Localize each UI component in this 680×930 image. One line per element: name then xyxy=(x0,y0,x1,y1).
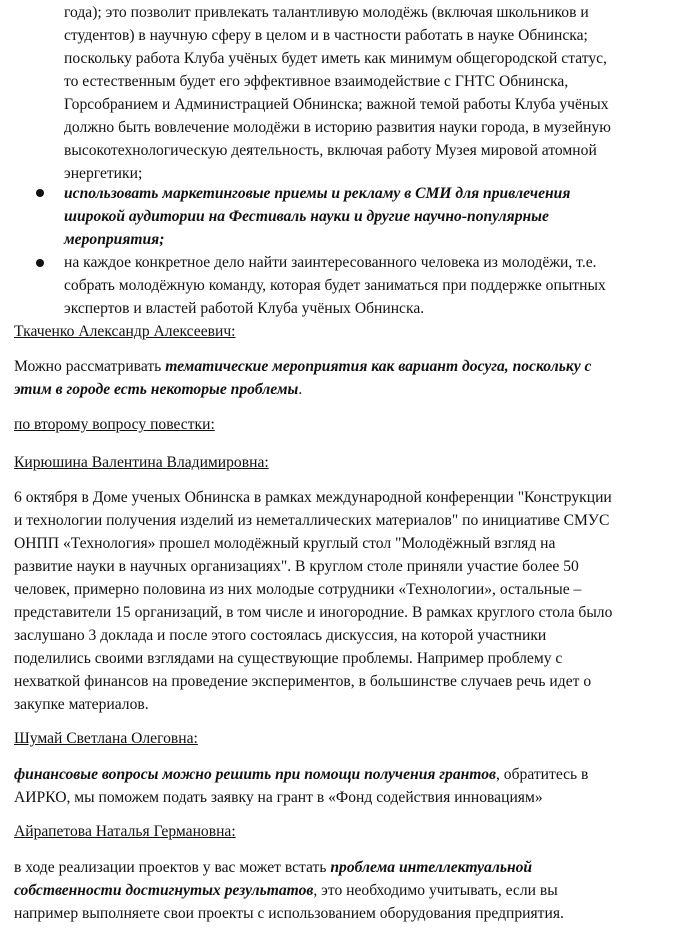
speech-line: АИРКО, мы поможем подать заявку на грант в «Фонд содействия инновациям» xyxy=(14,789,543,806)
intro-line: высокотехнологическую деятельность, включая работу Музея мировой атомной xyxy=(64,142,597,159)
speaker-name: Айрапетова Наталья Германовна: xyxy=(14,823,236,840)
intro-line: года); это позволит привлекать талантливую молодёжь (включая школьников и xyxy=(64,4,589,21)
speaker-name: Кирюшина Валентина Владимировна: xyxy=(14,454,269,471)
speaker-name: Шумай Светлана Олеговна: xyxy=(14,730,198,747)
speaker-name: Ткаченко Александр Алексеевич: xyxy=(14,323,236,340)
speech-line: ОНПП «Технология» прошел молодёжный круглый стол "Молодёжный взгляд на xyxy=(14,535,556,552)
intro-line: энергетики; xyxy=(64,165,143,182)
speech-line: представители 15 организаций, в том числе и иногородние. В рамках круглого стола было xyxy=(14,604,613,621)
intro-line: Горсобранием и Администрацией Обнинска; важной темой работы Клуба учёных xyxy=(64,96,609,113)
bullet-line: широкой аудитории на Фестиваль науки и другие научно-популярные xyxy=(64,208,549,225)
bullet-line: собрать молодёжную команду, которая будет заниматься при поддержке опытных xyxy=(64,277,606,294)
bullet-marker xyxy=(36,189,44,197)
bullet-line: экспертов и властей работой Клуба учёных Обнинска. xyxy=(64,300,425,317)
bullet-line: мероприятия; xyxy=(64,231,165,248)
speech-line: собственности достигнутых результатов, это необходимо учитывать, если вы xyxy=(14,882,558,899)
agenda-heading: по второму вопросу повестки: xyxy=(14,416,215,433)
intro-line: поскольку работа Клуба учёных будет иметь как минимум общегородской статус, xyxy=(64,50,607,67)
bullet-line: на каждое конкретное дело найти заинтересованного человека из молодёжи, т.е. xyxy=(64,254,597,271)
speech-line: Можно рассматривать тематические мероприятия как вариант досуга, поскольку с xyxy=(14,358,592,375)
speech-line: поделились своими взглядами на существующие проблемы. Например проблему с xyxy=(14,650,563,667)
speech-line: человек, примерно половина из них молодые сотрудники «Технологии», остальные – xyxy=(14,581,582,598)
bullet-line: использовать маркетинговые приемы и рекламу в СМИ для привлечения xyxy=(64,185,571,202)
speech-line: финансовые вопросы можно решить при помощи получения грантов, обратитесь в xyxy=(14,766,589,783)
speech-line: например выполняете свои проекты с использованием оборудования предприятия. xyxy=(14,905,564,922)
intro-line: то естественным будет его эффективное взаимодействие с ГНТС Обнинска, xyxy=(64,73,569,90)
bullet-marker xyxy=(36,259,44,267)
speech-line: нехваткой финансов на проведение экспериментов, в большинстве случаев речь идет о xyxy=(14,673,592,690)
speech-line: закупке материалов. xyxy=(14,696,149,713)
speech-line: заслушано 3 доклада и после этого состоялась дискуссия, на которой участники xyxy=(14,627,547,644)
speech-line: и технологии получения изделий из неметаллических материалов" по инициативе СМУС xyxy=(14,512,610,529)
speech-line: этим в городе есть некоторые проблемы. xyxy=(14,381,303,398)
speech-line: в ходе реализации проектов у вас может встать проблема интеллектуальной xyxy=(14,859,533,876)
speech-line: развитие науки в научных организациях". В круглом столе приняли участие более 50 xyxy=(14,558,579,575)
intro-line: студентов) в научную сферу в целом и в частности работать в науке Обнинска; xyxy=(64,27,588,44)
speech-line: 6 октября в Доме ученых Обнинска в рамках международной конференции "Конструкции xyxy=(14,489,612,506)
intro-line: должно быть вовлечение молодёжи в историю развития науки города, в музейную xyxy=(64,119,611,136)
